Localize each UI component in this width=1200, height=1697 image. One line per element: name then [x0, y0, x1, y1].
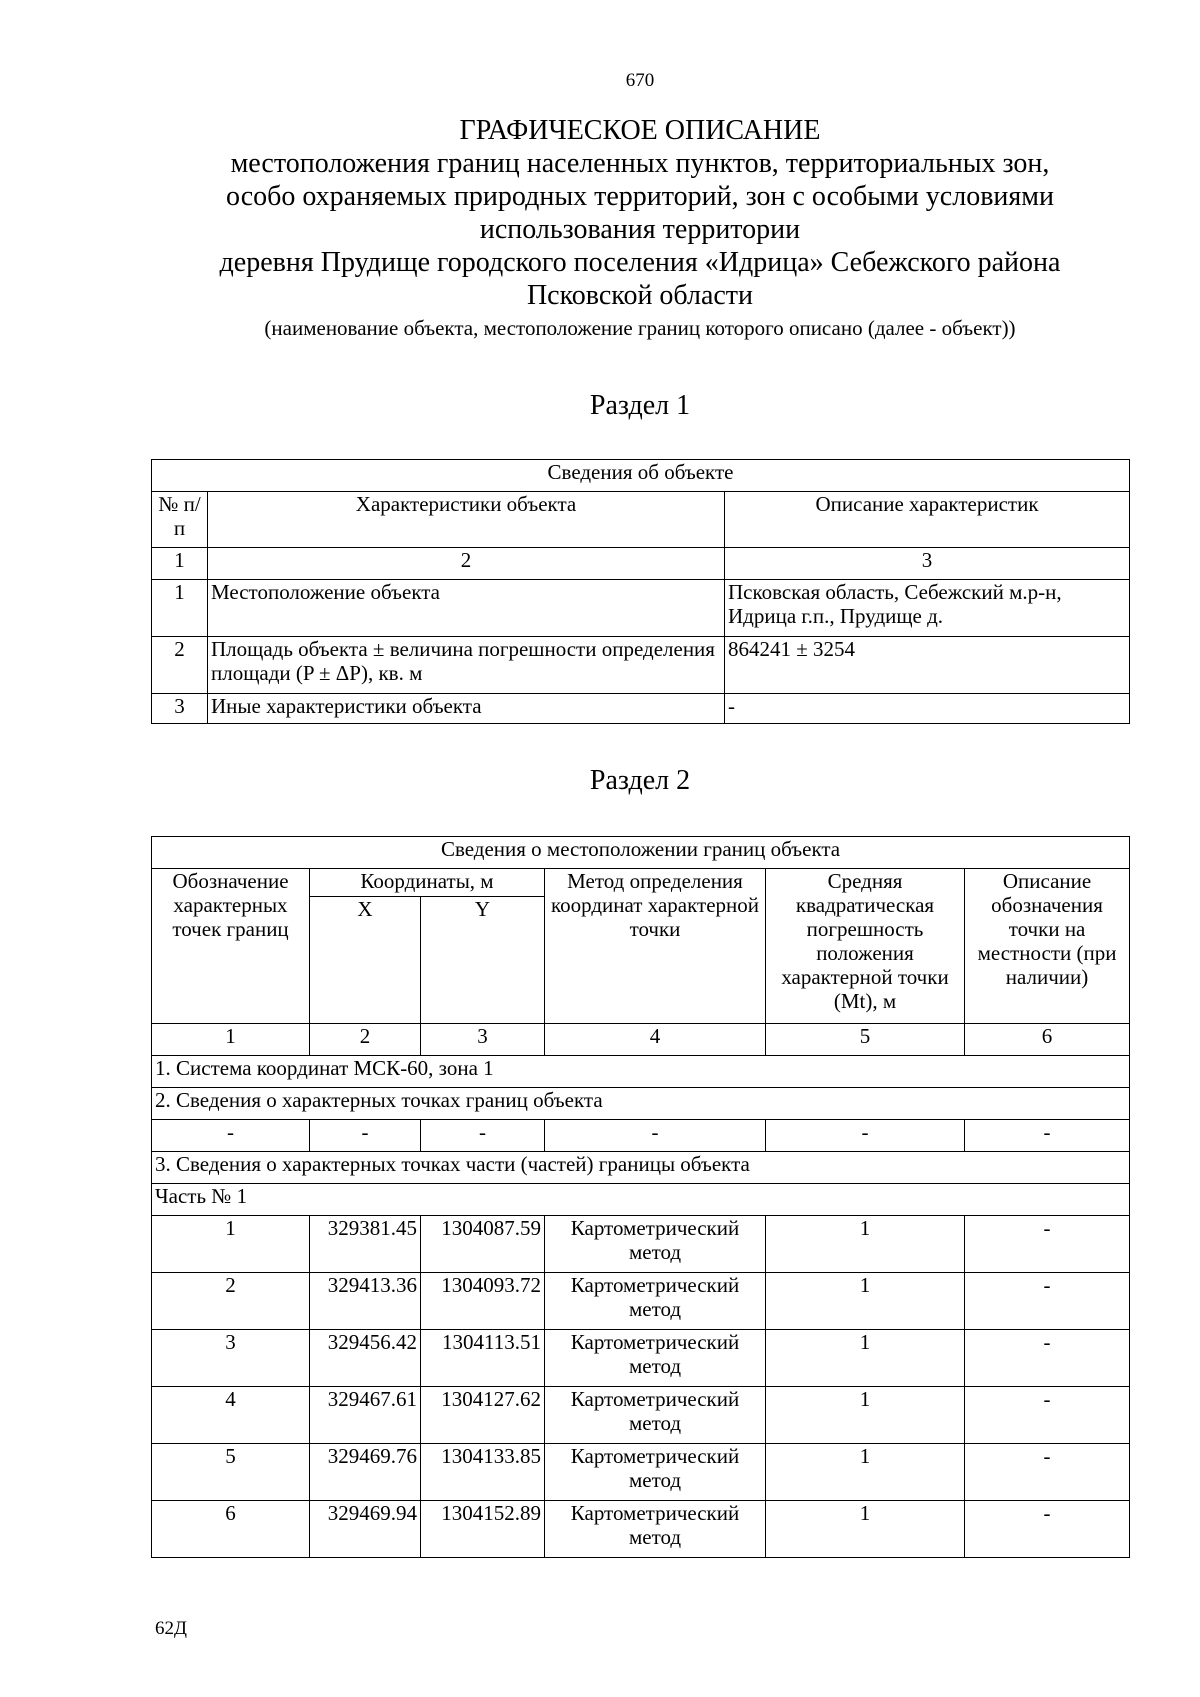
point-number: 5	[152, 1444, 310, 1501]
point-method: Картометрический метод	[545, 1387, 766, 1444]
point-method: Картометрический метод	[545, 1330, 766, 1387]
empty-cell: -	[766, 1120, 965, 1152]
point-mt: 1	[766, 1330, 965, 1387]
point-method: Картометрический метод	[545, 1216, 766, 1273]
table-row	[152, 1387, 1130, 1444]
point-number: 6	[152, 1501, 310, 1558]
point-x: 329381.45	[310, 1216, 421, 1273]
section-2-title: Раздел 2	[589, 765, 691, 796]
header-y: Y	[421, 897, 545, 1024]
point-method: Картометрический метод	[545, 1444, 766, 1501]
section-1-title: Раздел 1	[589, 390, 691, 421]
heading-line-2: особо охраняемых природных территорий, зон с особыми условиями	[226, 181, 1054, 212]
point-y: 1304133.85	[421, 1444, 545, 1501]
heading-line-3: использования территории	[479, 214, 801, 245]
point-number: 1	[152, 1216, 310, 1273]
index-cell: 2	[208, 548, 725, 580]
part-points-row: 3. Сведения о характерных точках части (частей) границы объекта	[152, 1152, 1130, 1184]
index-cell: 1	[152, 1024, 310, 1056]
empty-cell: -	[421, 1120, 545, 1152]
heading-line-5: Псковской области	[526, 280, 754, 311]
index-cell: 3	[421, 1024, 545, 1056]
boundary-points-row: 2. Сведения о характерных точках границ объекта	[152, 1088, 1130, 1120]
point-x: 329467.61	[310, 1387, 421, 1444]
heading-line-1: местоположения границ населенных пунктов, территориальных зон,	[230, 148, 1050, 179]
object-info-table-title: Сведения об объекте	[152, 460, 1130, 492]
table-row	[152, 1444, 1130, 1501]
header-method: Метод определения координат характерной точки	[545, 869, 766, 1024]
point-description: -	[965, 1444, 1130, 1501]
point-description: -	[965, 1216, 1130, 1273]
row-description: -	[725, 694, 1130, 724]
empty-cell: -	[152, 1120, 310, 1152]
boundary-points-table	[151, 836, 1130, 1558]
empty-cell: -	[310, 1120, 421, 1152]
coordinate-system-row: 1. Система координат МСК-60, зона 1	[152, 1056, 1130, 1088]
row-num: 3	[152, 694, 208, 724]
row-characteristic: Площадь объекта ± величина погрешности определения площади (P ± ΔP), кв. м	[208, 637, 725, 694]
point-description: -	[965, 1273, 1130, 1330]
boundary-table-title: Сведения о местоположении границ объекта	[152, 837, 1130, 869]
point-x: 329413.36	[310, 1273, 421, 1330]
footer-stamp: 62Д	[155, 1618, 187, 1639]
header-characteristic: Характеристики объекта	[208, 492, 725, 548]
table-row	[152, 1216, 1130, 1273]
row-characteristic: Иные характеристики объекта	[208, 694, 725, 724]
point-mt: 1	[766, 1501, 965, 1558]
header-x: X	[310, 897, 421, 1024]
heading-subtitle: (наименование объекта, местоположение границ которого описано (далее - объект))	[264, 316, 1016, 340]
point-mt: 1	[766, 1444, 965, 1501]
table-row	[152, 637, 1130, 694]
index-cell: 5	[766, 1024, 965, 1056]
empty-cell: -	[545, 1120, 766, 1152]
table-row	[152, 694, 1130, 724]
row-characteristic: Местоположение объекта	[208, 580, 725, 637]
point-x: 329469.76	[310, 1444, 421, 1501]
header-point: Обозначение характерных точек границ	[152, 869, 310, 1024]
row-description: 864241 ± 3254	[725, 637, 1130, 694]
document-heading	[150, 114, 1130, 342]
page-number: 670	[625, 70, 655, 91]
header-coords: Координаты, м	[310, 869, 545, 897]
point-description: -	[965, 1501, 1130, 1558]
point-y: 1304087.59	[421, 1216, 545, 1273]
point-method: Картометрический метод	[545, 1501, 766, 1558]
index-cell: 2	[310, 1024, 421, 1056]
header-description: Описание обозначения точки на местности (при наличии)	[965, 869, 1130, 1024]
point-y: 1304093.72	[421, 1273, 545, 1330]
index-cell: 1	[152, 548, 208, 580]
table-row	[152, 1273, 1130, 1330]
point-description: -	[965, 1387, 1130, 1444]
point-x: 329456.42	[310, 1330, 421, 1387]
object-info-table	[151, 459, 1130, 724]
heading-line-4: деревня Прудище городского поселения «Идрица» Себежского района	[219, 247, 1061, 278]
point-method: Картометрический метод	[545, 1273, 766, 1330]
point-mt: 1	[766, 1216, 965, 1273]
point-description: -	[965, 1330, 1130, 1387]
index-cell: 4	[545, 1024, 766, 1056]
table-row	[152, 1120, 1130, 1152]
row-description: Псковская область, Себежский м.р-н, Идрица г.п., Прудище д.	[725, 580, 1130, 637]
document-title: ГРАФИЧЕСКОЕ ОПИСАНИЕ	[459, 115, 821, 146]
part-label: Часть № 1	[152, 1184, 1130, 1216]
point-number: 4	[152, 1387, 310, 1444]
point-number: 2	[152, 1273, 310, 1330]
table-row	[152, 1501, 1130, 1558]
point-y: 1304152.89	[421, 1501, 545, 1558]
point-number: 3	[152, 1330, 310, 1387]
point-mt: 1	[766, 1387, 965, 1444]
index-cell: 3	[725, 548, 1130, 580]
header-error: Средняя квадратическая погрешность положения характерной точки (Mt), м	[766, 869, 965, 1024]
empty-cell: -	[965, 1120, 1130, 1152]
index-cell: 6	[965, 1024, 1130, 1056]
point-y: 1304127.62	[421, 1387, 545, 1444]
table-row	[152, 1330, 1130, 1387]
row-num: 1	[152, 580, 208, 637]
row-num: 2	[152, 637, 208, 694]
point-x: 329469.94	[310, 1501, 421, 1558]
table-row	[152, 580, 1130, 637]
header-description: Описание характеристик	[725, 492, 1130, 548]
header-num: № п/п	[152, 492, 208, 548]
point-y: 1304113.51	[421, 1330, 545, 1387]
point-mt: 1	[766, 1273, 965, 1330]
